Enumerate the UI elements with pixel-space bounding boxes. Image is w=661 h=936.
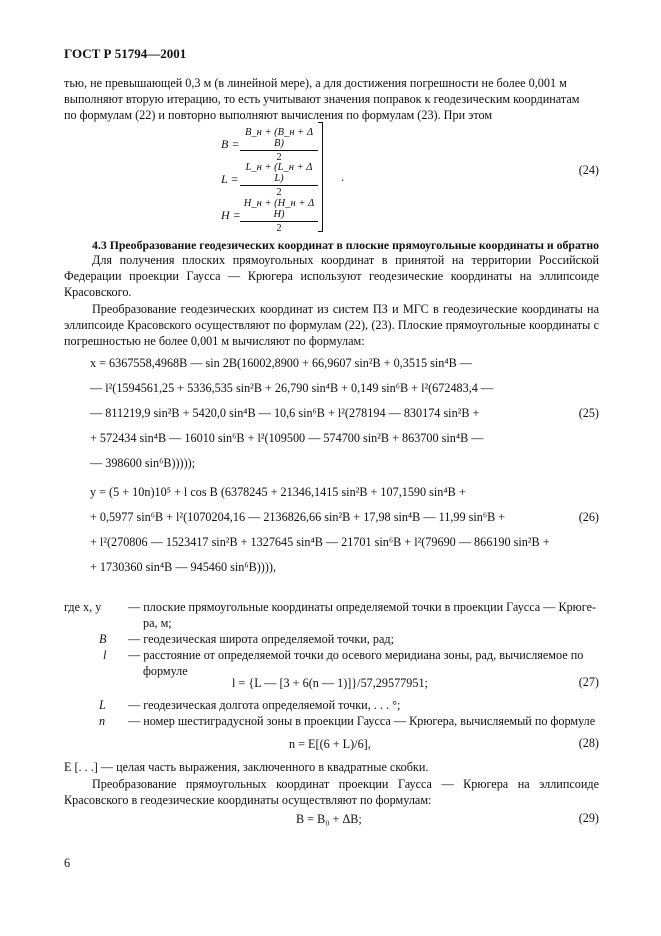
def-xy-symbol: где x, y <box>64 600 102 614</box>
eq27-number: (27) <box>578 675 599 689</box>
def-l-symbol: l <box>103 648 107 662</box>
eq24-B-fraction <box>240 127 318 163</box>
eq25-line-3: — 811219,9 sin²B + 5420,0 sin⁴B — 10,6 sin⁶B + l²(278194 — 830174 sin²B + <box>90 406 480 420</box>
eq24-number: (24) <box>578 163 599 177</box>
section-paragraph-1: Для получения плоских прямоугольных координат в принятой на территории Российской Федерации проекции Гаусса — Крюгера используют геодезические координаты на эллипсоиде Красовского. <box>64 253 599 300</box>
def-xy-text-1: — плоские прямоугольные координаты определяемой точки в проекции Гаусса — Крюге- <box>128 600 597 614</box>
def-xy-text-2: ра, м; <box>143 616 172 630</box>
def-L-symbol: L <box>99 698 106 712</box>
eq24-L-numerator: L_н + (L_н + Δ L) <box>240 162 318 186</box>
eq24-L-lhs: L = <box>221 172 239 186</box>
eq24-H-fraction <box>240 198 318 234</box>
def-l-text-1: — расстояние от определяемой точки до осевого меридиана зоны, рад, вычисляемое по <box>128 648 584 662</box>
def-l-text-2: формуле <box>143 664 188 678</box>
def-n-text: — номер шестиградусной зоны в проекции Гаусса — Крюгера, вычисляемый по формуле <box>128 714 596 728</box>
eq24-B-denominator: 2 <box>276 152 282 163</box>
eq29-number: (29) <box>578 811 599 825</box>
eq25-number: (25) <box>578 406 599 420</box>
page-number: 6 <box>64 856 71 870</box>
eq24-H-lhs: H = <box>221 208 241 222</box>
eq28-formula: n = E[(6 + L)/6], <box>289 737 371 751</box>
eq25-line-5: — 398600 sin⁶B))))); <box>90 456 196 470</box>
eq24-H-numerator: H_н + (H_н + Δ H) <box>240 198 318 222</box>
eq24-brace <box>318 122 323 232</box>
eq24-H-denominator: 2 <box>276 223 282 234</box>
section-paragraph-2: Преобразование геодезических координат из систем ПЗ и МГС в геодезические координаты на эллипсоиде Красовского осуществляют по формулам (22), (23). Плоские прямоугольные координаты с погрешностью не более 0,001 м вычисляют по формулам: <box>64 302 599 349</box>
def-B-symbol: B <box>99 632 107 646</box>
eq26-line-2: + 0,5977 sin⁶B + l²(1070204,16 — 2136826,66 sin²B + 17,98 sin⁴B — 11,99 sin⁶B + <box>90 510 506 524</box>
eq26-line-3: + l²(270806 — 1523417 sin²B + 1327645 sin⁴B — 21701 sin⁶B + l²(79690 — 866190 sin²B + <box>90 535 550 549</box>
eq24-B-lhs: B = <box>221 137 240 151</box>
def-B-text: — геодезическая широта определяемой точки, рад; <box>128 632 394 646</box>
eq26-line-4: + 1730360 sin⁴B — 945460 sin⁶B)))), <box>90 560 276 574</box>
intro-line-3: по формулам (22) и повторно выполняют вычисления по формулам (23). При этом <box>64 108 493 122</box>
tail-paragraph: Преобразование прямоугольных координат проекции Гаусса — Крюгера на эллипсоиде Красовского в геодезические координаты осуществляют по формулам: <box>64 777 599 808</box>
def-L-text: — геодезическая долгота определяемой точки, . . . °; <box>128 698 401 712</box>
eq27-formula: l = {L — [3 + 6(n — 1)]}/57,29577951; <box>232 676 428 690</box>
eq24-L-denominator: 2 <box>276 187 282 198</box>
eq25-line-2: — l²(1594561,25 + 5336,535 sin²B + 26,790 sin⁴B + 0,149 sin⁶B + l²(672483,4 — <box>90 381 494 395</box>
eq26-line-1: y = (5 + 10n)10⁵ + l cos B (6378245 + 21346,1415 sin²B + 107,1590 sin⁴B + <box>90 485 466 499</box>
eq24-B-numerator: B_н + (B_н + Δ B) <box>240 127 318 151</box>
def-n-symbol: n <box>99 714 106 728</box>
document-header: ГОСТ Р 51794—2001 <box>64 46 187 61</box>
eq24-dot: . <box>341 170 345 184</box>
eq25-line-1: x = 6367558,4968B — sin 2B(16002,8900 + 66,9607 sin²B + 0,3515 sin⁴B — <box>90 356 472 370</box>
eq26-number: (26) <box>578 510 599 524</box>
intro-line-1: тью, не превышающей 0,3 м (в линейной мере), а для достижения погрешности не более 0,001 м <box>64 76 567 90</box>
intro-line-2: выполняют вторую итерацию, то есть учитывают значения поправок к геодезическим координатам <box>64 92 580 106</box>
eq24-L-fraction <box>240 162 318 198</box>
E-definition: E [. . .] — целая часть выражения, заключенного в квадратные скобки. <box>64 760 429 774</box>
eq28-number: (28) <box>578 736 599 750</box>
section-heading: 4.3 Преобразование геодезических координат в плоские прямоугольные координаты и обратно <box>92 238 600 252</box>
eq25-line-4: + 572434 sin⁴B — 16010 sin⁶B + l²(109500 — 574700 sin²B + 863700 sin⁴B — <box>90 431 484 445</box>
eq29-formula: B = B₀ + ΔB; <box>296 812 362 826</box>
